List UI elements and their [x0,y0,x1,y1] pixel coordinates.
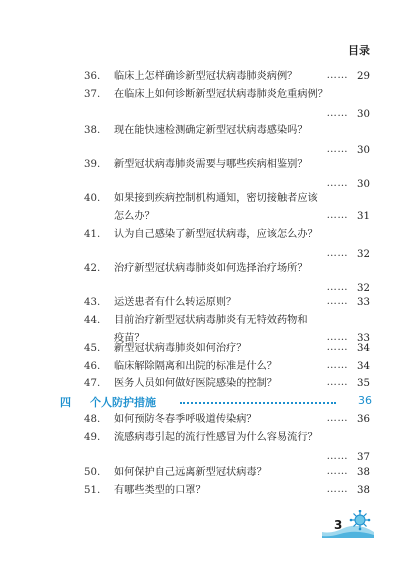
leader-dots: …… [326,466,348,477]
leader-dots: …… [326,484,348,495]
section-title: 个人防护措施 [90,396,156,409]
entry-title: 临床解除隔离和出院的标准是什么？ [114,361,277,372]
entry-page: 30 [357,109,370,120]
entry-page: 34 [357,361,370,372]
page-number: 3 [334,518,343,532]
section-header: 目录 [348,44,370,57]
entry-page: 34 [357,343,370,354]
entry-number: 41. [84,229,101,240]
entry-number: 51. [84,485,101,496]
page-number-badge [318,510,378,540]
entry-page: 30 [357,145,370,156]
entry-number: 37. [84,89,101,100]
entry-number: 47. [84,378,101,389]
entry-title: 如何预防冬春季呼吸道传染病？ [114,414,257,425]
entry-number: 39. [84,159,101,170]
entry-title: 医务人员如何做好医院感染的控制？ [114,378,277,389]
entry-number: 36. [84,71,101,82]
entry-title: 治疗新型冠状病毒肺炎如何选择治疗场所？ [114,263,308,274]
entry-number: 38. [84,125,101,136]
leader-dots: …… [326,108,348,119]
entry-title: 如果接到疾病控制机构通知，密切接触者应该 [114,193,318,204]
entry-number: 45. [84,343,101,354]
entry-title: 新型冠状病毒肺炎需要与哪些疾病相鉴别？ [114,159,308,170]
entry-number: 49. [84,432,101,443]
leader-dots: …… [326,332,348,343]
leader-dots: …… [326,282,348,293]
entry-number: 42. [84,263,101,274]
entry-number: 48. [84,414,101,425]
entry-page: 30 [357,179,370,190]
entry-title: 新型冠状病毒肺炎如何治疗？ [114,343,247,354]
entry-title: 临床上怎样确诊新型冠状病毒肺炎病例？ [114,71,298,82]
entry-page: 37 [357,452,370,463]
entry-number: 40. [84,193,101,204]
leader-dots: …… [326,360,348,371]
leader-dots: …… [326,377,348,388]
section-number: 四 [60,396,71,409]
entry-page: 36 [357,414,370,425]
entry-title: 认为自己感染了新型冠状病毒，应该怎么办？ [114,229,318,240]
entry-title: 在临床上如何诊断新型冠状病毒肺炎危重病例？ [114,89,328,100]
entry-number: 43. [84,297,101,308]
entry-title: 有哪些类型的口罩？ [114,485,206,496]
entry-page: 32 [357,283,370,294]
entry-title: 目前治疗新型冠状病毒肺炎有无特效药物和 [114,315,308,326]
virus-icon [318,510,378,540]
entry-number: 44. [84,315,101,326]
leader-dots: …… [326,248,348,259]
entry-title: 现在能快速检测确定新型冠状病毒感染吗？ [114,125,308,136]
entry-page: 33 [357,297,370,308]
entry-title: 流感病毒引起的流行性感冒为什么容易流行？ [114,432,318,443]
entry-page: 29 [357,71,370,82]
leader-dots: …… [326,178,348,189]
entry-number: 46. [84,361,101,372]
entry-page: 31 [357,211,370,222]
section-page: 36 [358,394,372,407]
toc-section-heading[interactable] [60,394,372,410]
entry-title: 运送患者有什么转运原则？ [114,297,237,308]
entry-page: 32 [357,249,370,260]
entry-page: 38 [357,485,370,496]
entry-title-continued: 疫苗？ [114,333,145,344]
entry-title-continued: 怎么办？ [114,211,155,222]
section-leader-dots [180,402,336,404]
entry-page: 33 [357,333,370,344]
leader-dots: …… [326,413,348,424]
entry-page: 35 [357,378,370,389]
leader-dots: …… [326,296,348,307]
entry-title: 如何保护自己远离新型冠状病毒？ [114,467,267,478]
entry-page: 38 [357,467,370,478]
leader-dots: …… [326,210,348,221]
leader-dots: …… [326,342,348,353]
leader-dots: …… [326,70,348,81]
leader-dots: …… [326,144,348,155]
entry-number: 50. [84,467,101,478]
leader-dots: …… [326,451,348,462]
